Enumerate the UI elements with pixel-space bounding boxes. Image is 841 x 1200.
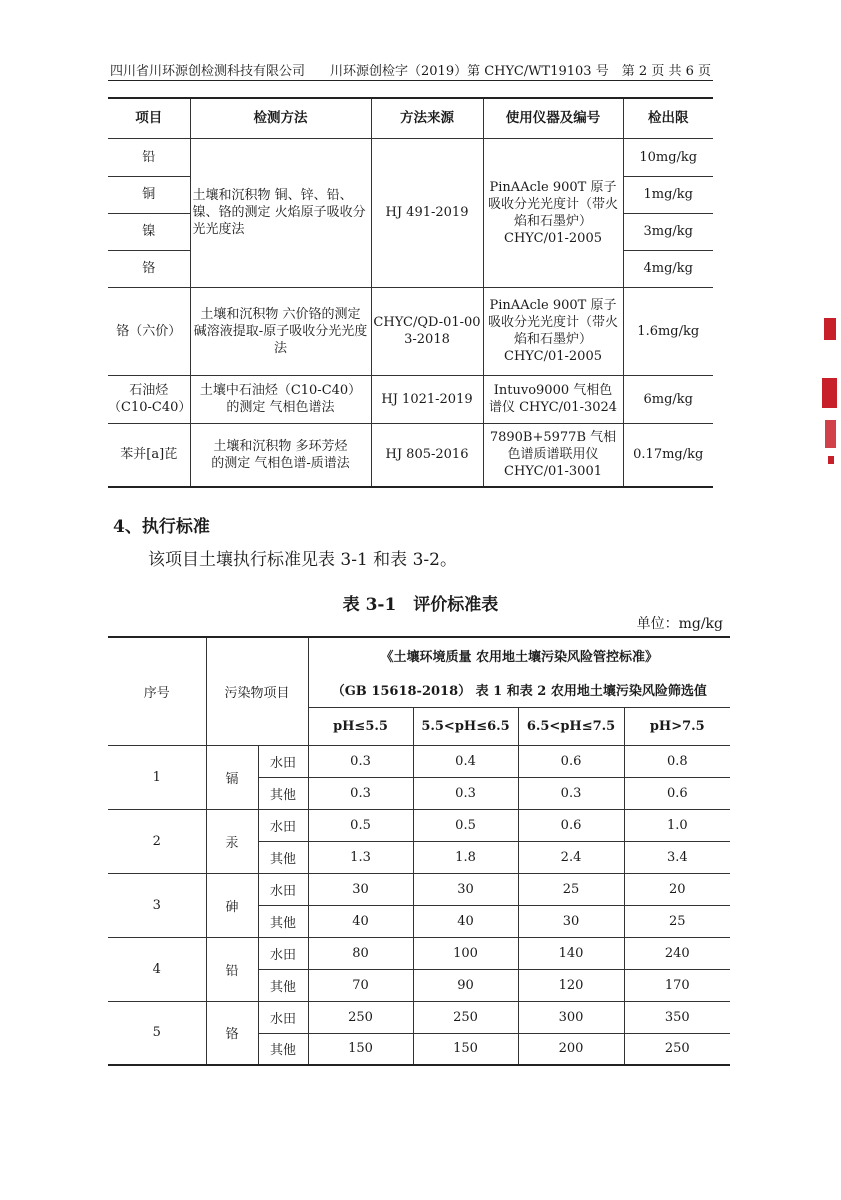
value-cell: 0.6: [518, 809, 624, 841]
instrument-cell: 7890B+5977B 气相色谱质谱联用仪 CHYC/01-3001: [483, 423, 623, 487]
land-type: 水田: [258, 745, 308, 777]
instrument-cell: PinAAcle 900T 原子吸收分光光度计（带火焰和石墨炉）CHYC/01-2005: [483, 138, 623, 287]
limit-cell: 1.6mg/kg: [623, 287, 713, 375]
value-cell: 250: [413, 1001, 518, 1033]
methods-table: [108, 97, 713, 488]
land-type: 其他: [258, 969, 308, 1001]
row-number: 3: [108, 873, 206, 937]
item-cell: 镍: [108, 213, 190, 250]
pollutant-name: 铬: [206, 1001, 258, 1065]
value-cell: 0.3: [413, 777, 518, 809]
ph-column-header: pH≤5.5: [308, 707, 413, 745]
value-cell: 170: [624, 969, 730, 1001]
value-cell: 0.8: [624, 745, 730, 777]
value-cell: 0.5: [413, 809, 518, 841]
value-cell: 150: [413, 1033, 518, 1065]
value-cell: 70: [308, 969, 413, 1001]
value-cell: 140: [518, 937, 624, 969]
value-cell: 1.8: [413, 841, 518, 873]
source-cell: HJ 491-2019: [371, 138, 483, 287]
limit-cell: 4mg/kg: [623, 250, 713, 287]
standard-title: 《土壤环境质量 农用地土壤污染风险管控标准》: [308, 637, 730, 673]
row-number: 5: [108, 1001, 206, 1065]
ph-column-header: pH>7.5: [624, 707, 730, 745]
section-text: 该项目土壤执行标准见表 3-1 和表 3-2。: [148, 550, 457, 570]
item-cell: 铬: [108, 250, 190, 287]
row-number: 1: [108, 745, 206, 809]
header-page-number: 第 2 页 共 6 页: [621, 64, 711, 79]
land-type: 水田: [258, 809, 308, 841]
value-cell: 25: [518, 873, 624, 905]
value-cell: 250: [308, 1001, 413, 1033]
item-cell: 铜: [108, 176, 190, 213]
value-cell: 0.3: [518, 777, 624, 809]
table-caption: 表 3-1 评价标准表: [342, 595, 499, 615]
value-cell: 0.4: [413, 745, 518, 777]
value-cell: 25: [624, 905, 730, 937]
pollutant-name: 镉: [206, 745, 258, 809]
col-header-pollutant: 污染物项目: [206, 637, 308, 745]
source-cell: CHYC/QD-01-003-2018: [371, 287, 483, 375]
pollutant-name: 汞: [206, 809, 258, 873]
instrument-cell: PinAAcle 900T 原子吸收分光光度计（带火焰和石墨炉）CHYC/01-2005: [483, 287, 623, 375]
col-header-instrument: 使用仪器及编号: [483, 98, 623, 138]
value-cell: 30: [518, 905, 624, 937]
value-cell: 1.0: [624, 809, 730, 841]
pollutant-name: 砷: [206, 873, 258, 937]
value-cell: 40: [308, 905, 413, 937]
land-type: 其他: [258, 777, 308, 809]
value-cell: 300: [518, 1001, 624, 1033]
standard-subtitle: （GB 15618-2018） 表 1 和表 2 农用地土壤污染风险筛选值: [308, 673, 730, 707]
method-cell: 土壤和沉积物 六价铬的测定 碱溶液提取-原子吸收分光光度法: [190, 287, 371, 375]
item-cell: 石油烃（C10-C40）: [108, 375, 190, 423]
value-cell: 30: [413, 873, 518, 905]
ph-column-header: 5.5<pH≤6.5: [413, 707, 518, 745]
source-cell: HJ 805-2016: [371, 423, 483, 487]
pollutant-name: 铅: [206, 937, 258, 1001]
standards-table: [108, 636, 730, 1066]
instrument-cell: Intuvo9000 气相色谱仪 CHYC/01-3024: [483, 375, 623, 423]
item-cell: 苯并[a]芘: [108, 423, 190, 487]
value-cell: 120: [518, 969, 624, 1001]
value-cell: 150: [308, 1033, 413, 1065]
land-type: 水田: [258, 937, 308, 969]
row-number: 2: [108, 809, 206, 873]
value-cell: 250: [624, 1033, 730, 1065]
source-cell: HJ 1021-2019: [371, 375, 483, 423]
col-header-limit: 检出限: [623, 98, 713, 138]
method-cell: 土壤中石油烃（C10-C40）的测定 气相色谱法: [190, 375, 371, 423]
land-type: 其他: [258, 1033, 308, 1065]
value-cell: 80: [308, 937, 413, 969]
method-cell: 土壤和沉积物 多环芳烃的测定 气相色谱-质谱法: [190, 423, 371, 487]
col-header-method: 检测方法: [190, 98, 371, 138]
value-cell: 40: [413, 905, 518, 937]
limit-cell: 10mg/kg: [623, 138, 713, 176]
col-header-no: 序号: [108, 637, 206, 745]
header-report-number: 川环源创检字（2019）第 CHYC/WT19103 号: [330, 64, 609, 79]
value-cell: 0.3: [308, 777, 413, 809]
value-cell: 100: [413, 937, 518, 969]
land-type: 水田: [258, 1001, 308, 1033]
ph-column-header: 6.5<pH≤7.5: [518, 707, 624, 745]
col-header-item: 项目: [108, 98, 190, 138]
value-cell: 20: [624, 873, 730, 905]
col-header-source: 方法来源: [371, 98, 483, 138]
method-cell: 土壤和沉积物 铜、锌、铅、镍、铬的测定 火焰原子吸收分光光度法: [190, 138, 371, 287]
value-cell: 200: [518, 1033, 624, 1065]
seal-stamp-fragment: [820, 300, 841, 470]
limit-cell: 3mg/kg: [623, 213, 713, 250]
section-title: 4、执行标准: [113, 517, 210, 537]
value-cell: 240: [624, 937, 730, 969]
limit-cell: 0.17mg/kg: [623, 423, 713, 487]
value-cell: 90: [413, 969, 518, 1001]
value-cell: 1.3: [308, 841, 413, 873]
item-cell: 铬（六价）: [108, 287, 190, 375]
value-cell: 0.6: [624, 777, 730, 809]
value-cell: 0.3: [308, 745, 413, 777]
value-cell: 350: [624, 1001, 730, 1033]
limit-cell: 1mg/kg: [623, 176, 713, 213]
land-type: 其他: [258, 905, 308, 937]
unit-label: 单位：mg/kg: [636, 616, 723, 632]
value-cell: 3.4: [624, 841, 730, 873]
limit-cell: 6mg/kg: [623, 375, 713, 423]
header-company: 四川省川环源创检测科技有限公司: [110, 64, 306, 79]
value-cell: 30: [308, 873, 413, 905]
row-number: 4: [108, 937, 206, 1001]
page-header: [108, 58, 713, 81]
value-cell: 2.4: [518, 841, 624, 873]
value-cell: 0.5: [308, 809, 413, 841]
value-cell: 0.6: [518, 745, 624, 777]
item-cell: 铅: [108, 138, 190, 176]
land-type: 其他: [258, 841, 308, 873]
land-type: 水田: [258, 873, 308, 905]
